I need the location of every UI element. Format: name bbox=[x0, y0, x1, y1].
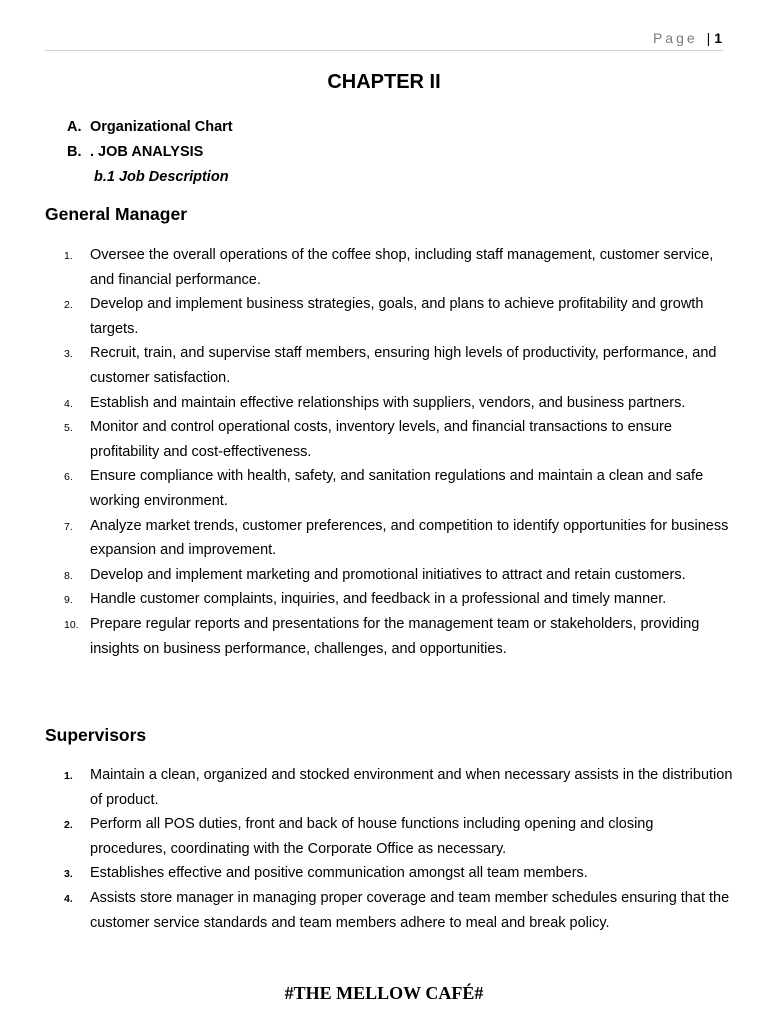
duty-text: Ensure compliance with health, safety, and sanitation regulations and maintain a clean and safe working environment. bbox=[90, 468, 704, 509]
list-number: 10. bbox=[64, 618, 79, 631]
list-item bbox=[64, 612, 734, 661]
page-header bbox=[653, 30, 722, 46]
list-item bbox=[64, 464, 734, 513]
outline bbox=[67, 115, 233, 190]
list-item bbox=[64, 292, 734, 341]
list-item bbox=[64, 587, 734, 612]
supervisor-duties bbox=[64, 763, 734, 935]
list-number: 5. bbox=[64, 422, 73, 435]
footer-title: #THE MELLOW CAFÉ# bbox=[284, 983, 484, 1003]
list-item bbox=[64, 812, 734, 861]
duty-text: Perform all POS duties, front and back of house functions including opening and closing procedures, coordinating with the Corporate Office as necessary. bbox=[90, 816, 654, 857]
list-item bbox=[64, 563, 734, 588]
duty-text: Establishes effective and positive communication amongst all team members. bbox=[90, 865, 588, 882]
outline-text: Organizational Chart bbox=[90, 119, 233, 135]
duty-text: Maintain a clean, organized and stocked environment and when necessary assists in the distribution of product. bbox=[90, 767, 733, 808]
page-label: Page bbox=[652, 30, 698, 46]
list-item bbox=[64, 243, 734, 292]
duty-text: Handle customer complaints, inquiries, and feedback in a professional and timely manner. bbox=[90, 591, 667, 608]
list-item bbox=[64, 514, 734, 563]
list-number: 8. bbox=[64, 569, 73, 582]
list-number: 4. bbox=[64, 397, 73, 410]
outline-subheading: b.1 Job Description bbox=[94, 169, 229, 185]
duty-text: Assists store manager in managing proper coverage and team member schedules ensuring that the customer service standards and team members adhere to meal and break policy. bbox=[90, 889, 730, 931]
page-number: 1 bbox=[714, 30, 722, 46]
list-number: 9. bbox=[64, 594, 73, 607]
outline-item bbox=[67, 115, 233, 140]
list-item bbox=[64, 886, 734, 935]
outline-item bbox=[67, 140, 233, 165]
outline-marker: A. bbox=[67, 119, 82, 135]
list-number: 1. bbox=[64, 770, 73, 782]
duty-text: Analyze market trends, customer preferences, and competition to identify opportunities for business expansion and improvement. bbox=[90, 517, 729, 559]
list-item bbox=[64, 861, 734, 886]
list-number: 3. bbox=[64, 348, 73, 361]
header-divider bbox=[45, 50, 723, 51]
list-number: 1. bbox=[64, 250, 73, 262]
list-item bbox=[64, 763, 734, 812]
chapter-title: CHAPTER II bbox=[327, 71, 441, 93]
list-number: 2. bbox=[64, 299, 73, 312]
page-separator: | bbox=[706, 30, 711, 46]
supervisors-heading: Supervisors bbox=[45, 725, 147, 745]
list-item bbox=[64, 415, 734, 464]
list-number: 2. bbox=[64, 819, 73, 832]
duty-text: Recruit, train, and supervise staff members, ensuring high levels of productivity, performance, and customer satisfaction. bbox=[90, 345, 717, 386]
duty-text: Establish and maintain effective relationships with suppliers, vendors, and business partners. bbox=[90, 394, 686, 411]
outline-text: . JOB ANALYSIS bbox=[90, 144, 204, 160]
duty-text: Oversee the overall operations of the coffee shop, including staff management, customer service, and financial performance. bbox=[90, 247, 714, 288]
duty-text: Develop and implement marketing and promotional initiatives to attract and retain customers. bbox=[90, 566, 686, 583]
list-item bbox=[64, 341, 734, 390]
duty-text: Prepare regular reports and presentations for the management team or stakeholders, providing insights on business performance, challenges, and opportunities. bbox=[90, 615, 700, 657]
duty-text: Develop and implement business strategies, goals, and plans to achieve profitability and growth targets. bbox=[90, 296, 704, 337]
list-number: 7. bbox=[64, 520, 73, 533]
list-number: 4. bbox=[64, 892, 73, 905]
list-number: 6. bbox=[64, 471, 73, 484]
outline-marker: B. bbox=[67, 144, 82, 160]
general-manager-duties bbox=[64, 243, 734, 661]
list-number: 3. bbox=[64, 868, 73, 881]
list-item bbox=[64, 391, 734, 416]
duty-text: Monitor and control operational costs, inventory levels, and financial transactions to ensure profitability and cost-effectiveness. bbox=[90, 419, 672, 460]
general-manager-heading: General Manager bbox=[45, 204, 187, 224]
